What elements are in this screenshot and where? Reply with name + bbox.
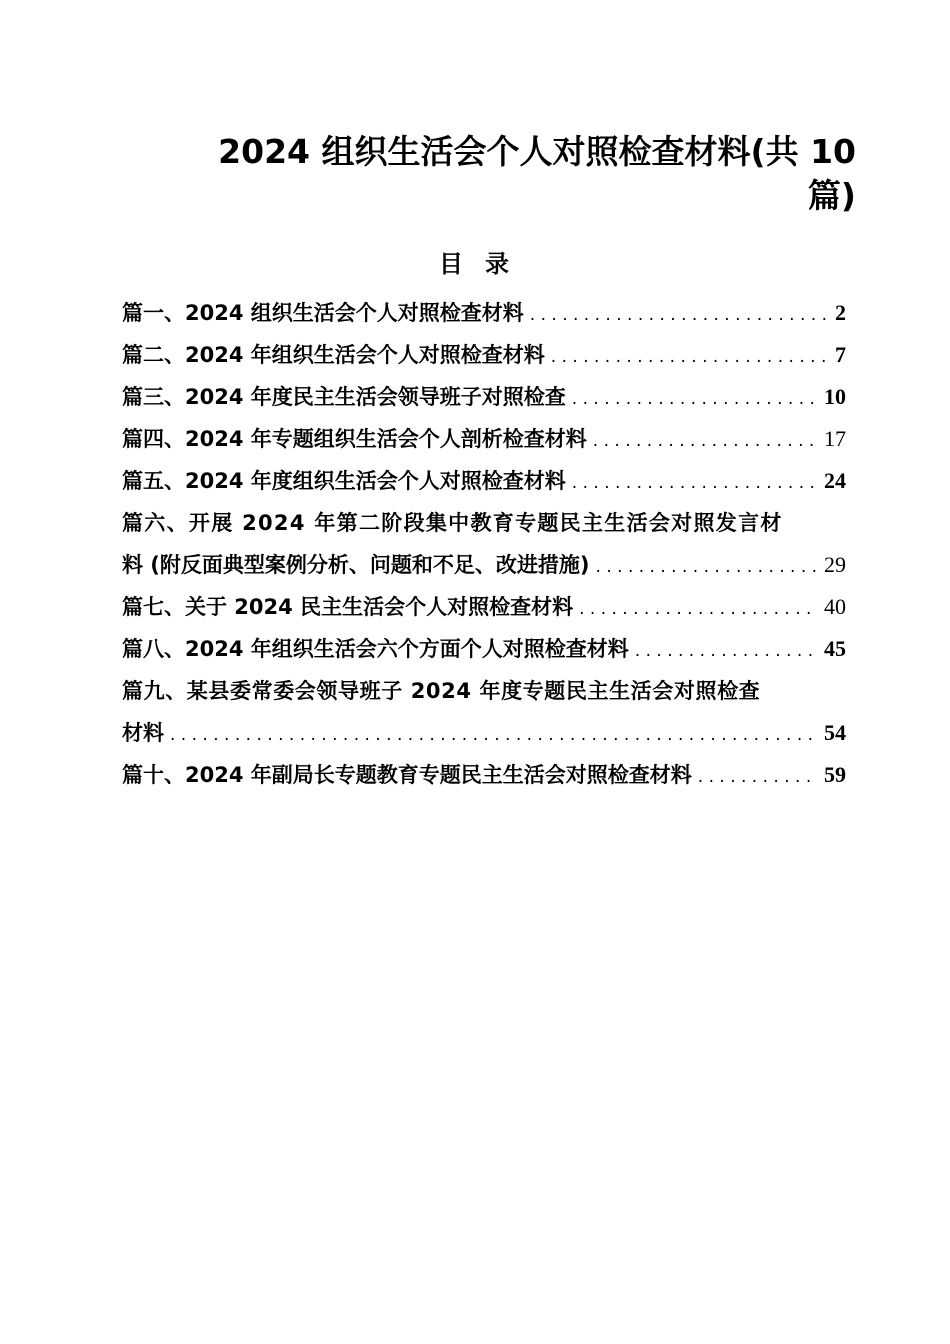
toc-entry-1[interactable] <box>122 292 846 334</box>
document-title <box>150 130 856 218</box>
toc-entry-9[interactable] <box>122 670 846 754</box>
toc-entry-label-line-2: 料 (附反面典型案例分析、问题和不足、改进措施) <box>122 553 590 577</box>
dot-leader <box>572 378 818 420</box>
toc-entry-6[interactable] <box>122 502 846 586</box>
toc-entry-label-line-2: 材料 <box>122 721 164 745</box>
toc-entry-page: 2 <box>835 300 846 325</box>
toc-entry-page: 40 <box>824 594 846 619</box>
toc-entry-label-line-1: 篇六、开展 2024 年第二阶段集中教育专题民主生活会对照发言材 <box>122 511 783 535</box>
toc-entry-label: 篇一、2024 组织生活会个人对照检查材料 <box>122 301 524 325</box>
document-title-line-2: 篇) <box>807 176 856 215</box>
toc-entry-page: 7 <box>835 342 846 367</box>
toc-entry-page: 29 <box>824 552 846 577</box>
dot-leader <box>635 630 818 672</box>
toc-entry-label: 篇四、2024 年专题组织生活会个人剖析检查材料 <box>122 427 587 451</box>
toc-entry-page: 45 <box>824 636 846 661</box>
dot-leader <box>596 546 818 588</box>
toc-entry-3[interactable] <box>122 376 846 418</box>
toc-entry-page: 17 <box>824 426 846 451</box>
toc-entry-label: 篇五、2024 年度组织生活会个人对照检查材料 <box>122 469 566 493</box>
toc-entry-page: 59 <box>824 762 846 787</box>
toc-entry-7[interactable] <box>122 586 846 628</box>
dot-leader <box>551 336 829 378</box>
dot-leader <box>572 462 818 504</box>
dot-leader <box>170 714 818 756</box>
toc-entry-label: 篇二、2024 年组织生活会个人对照检查材料 <box>122 343 545 367</box>
toc-entry-page: 54 <box>824 720 846 745</box>
toc-entry-8[interactable] <box>122 628 846 670</box>
toc-entry-label: 篇十、2024 年副局长专题教育专题民主生活会对照检查材料 <box>122 763 692 787</box>
toc-entry-10[interactable] <box>122 754 846 796</box>
table-of-contents <box>122 292 846 796</box>
dot-leader <box>579 588 818 630</box>
toc-heading: 目录 <box>439 250 531 278</box>
document-title-line-1: 2024 组织生活会个人对照检查材料(共 10 <box>218 132 856 171</box>
toc-entry-label-line-1: 篇九、某县委常委会领导班子 2024 年度专题民主生活会对照检查 <box>122 679 761 703</box>
dot-leader <box>593 420 818 462</box>
toc-entry-4[interactable] <box>122 418 846 460</box>
toc-entry-page: 10 <box>824 384 846 409</box>
toc-entry-label: 篇八、2024 年组织生活会六个方面个人对照检查材料 <box>122 637 629 661</box>
toc-entry-5[interactable] <box>122 460 846 502</box>
toc-entry-2[interactable] <box>122 334 846 376</box>
toc-entry-label: 篇三、2024 年度民主生活会领导班子对照检查 <box>122 385 566 409</box>
dot-leader <box>530 294 829 336</box>
dot-leader <box>698 756 818 798</box>
toc-entry-page: 24 <box>824 468 846 493</box>
toc-entry-label: 篇七、关于 2024 民主生活会个人对照检查材料 <box>122 595 574 619</box>
